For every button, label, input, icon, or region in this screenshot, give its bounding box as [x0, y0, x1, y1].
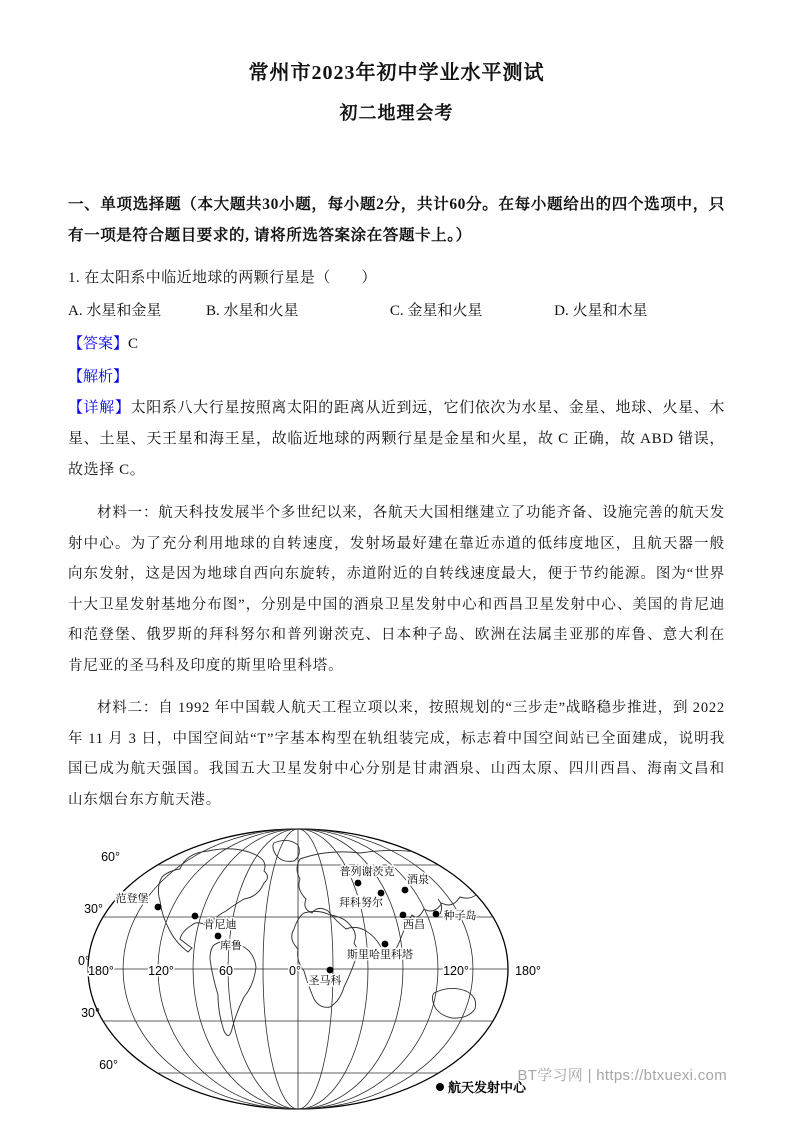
launch-site-label: 范登堡: [115, 893, 149, 905]
analysis-line: [68, 362, 725, 393]
lon-label: 180°: [515, 964, 541, 978]
lon-label: 120°: [443, 964, 469, 978]
lon-label: 60: [219, 964, 233, 978]
detail-label: 【详解】: [68, 400, 131, 416]
launch-site-kennedy: [192, 913, 237, 931]
launch-site-dot: [382, 941, 389, 948]
launch-site-dot: [433, 911, 440, 918]
exam-subtitle: 初二地理会考: [339, 103, 454, 123]
launch-site-dot: [192, 913, 199, 920]
launch-site-vandenberg: [116, 891, 162, 910]
lon-label: 120°: [148, 964, 174, 978]
option-c: C. 金星和火星: [389, 303, 483, 319]
detail-paragraph: [68, 393, 725, 486]
launch-site-sriharikota: [347, 941, 413, 961]
launch-site-jiuquan: [402, 873, 429, 893]
option-b: B. 水星和火星: [205, 303, 299, 319]
map-legend: [436, 1080, 527, 1095]
launch-site-dot: [215, 933, 222, 940]
launch-site-plesetsk: [340, 864, 395, 886]
launch-site-xichang: [400, 912, 425, 931]
answer-value: C: [128, 336, 139, 352]
launch-site-dot: [400, 912, 407, 919]
launch-site-label: 酒泉: [407, 874, 429, 886]
material-one-paragraph: 材料一：航天科技发展半个多世纪以来，各航天大国相继建立了功能齐备、设施完善的航天发射中心。为了充分利用地球的自转速度，发射场最好建在靠近赤道的低纬度地区，且航天器一般向东发射，这是因为地球自西向东旋转，赤道附近的自转线速度最大，便于节约能源。图为“世界十大卫星发射基地分布图”，分别是中国的酒泉卫星发射中心和西昌卫星发射中心、美国的肯尼迪和范登堡、俄罗斯的拜科努尔和普列谢茨克、日本种子岛、欧洲在法属圭亚那的库鲁、意大利在肯尼亚的圣马科及印度的斯里哈里科塔。: [68, 505, 725, 674]
question-1-options: [68, 296, 725, 327]
launch-site-label: 种子岛: [443, 910, 477, 922]
launch-site-tanegashima: [433, 908, 477, 922]
launch-site-label: 斯里哈里科塔: [347, 949, 413, 961]
launch-site-dot: [355, 880, 362, 887]
launch-site-dot: [402, 887, 409, 894]
launch-site-dot: [155, 904, 162, 911]
material-two-paragraph: 材料二：自 1992 年中国载人航天工程立项以来，按照规划的“三步走”战略稳步推进，到 2022 年 11 月 3 日，中国空间站“T”字基本构型在轨组装完成，标志着中国空间站已全面建成，说明我国已成为航天强国。我国五大卫星发射中心分别是甘肃酒泉、山西太原、四川西昌、海南文昌和山东烟台东方航天港。: [68, 700, 725, 808]
question-1-stem: 1. 在太阳系中临近地球的两颗行星是（ ）: [68, 270, 377, 286]
lat-label: 30°: [81, 1006, 100, 1020]
launch-site-label: 普列谢茨克: [339, 866, 395, 878]
latitude-labels: [78, 850, 120, 1072]
detail-text: 太阳系八大行星按照离太阳的距离从近到远，它们依次为水星、金星、地球、火星、木星、土星、天王星和海王星，故临近地球的两颗行星是金星和火星，故 C 正确，故 ABD 错误，故选择 C。: [68, 400, 725, 478]
lon-label: 0°: [289, 964, 301, 978]
lat-label: 0°: [78, 954, 90, 968]
legend-label: 航天发射中心: [448, 1080, 527, 1095]
australia-outline: [433, 988, 476, 1018]
launch-site-san-marco: [309, 967, 342, 987]
analysis-label: 【解析】: [68, 369, 129, 385]
lat-label: 60°: [101, 850, 120, 864]
lat-label: 30°: [84, 902, 103, 916]
lon-label: 180°: [88, 964, 114, 978]
option-d: D. 火星和木星: [554, 303, 648, 319]
launch-site-dot: [378, 890, 385, 897]
watermark-link[interactable]: BT学习网 | https://btxuexi.com: [517, 1067, 727, 1084]
launch-site-baikonur: [339, 890, 384, 909]
answer-line: [68, 329, 725, 360]
option-a: A. 水星和金星: [68, 303, 162, 319]
launch-site-label: 肯尼迪: [203, 919, 237, 931]
legend-dot-icon: [436, 1083, 444, 1091]
launch-site-label: 西昌: [403, 919, 425, 931]
exam-title: 常州市2023年初中学业水平测试: [248, 62, 545, 84]
continents-outline: [158, 840, 485, 1035]
section-heading: 一、单项选择题（本大题共30小题，每小题2分，共计60分。在每小题给出的四个选项中，只有一项是符合题目要求的, 请将所选答案涂在答题卡上。）: [68, 196, 725, 244]
launch-site-label: 库鲁: [220, 940, 242, 952]
answer-label: 【答案】: [68, 336, 129, 352]
launch-site-label: 拜科努尔: [339, 897, 383, 909]
world-map-svg: [68, 825, 568, 1125]
lat-label: 60°: [99, 1058, 118, 1072]
launch-site-label: 圣马科: [308, 975, 342, 987]
launch-site-dot: [327, 967, 334, 974]
